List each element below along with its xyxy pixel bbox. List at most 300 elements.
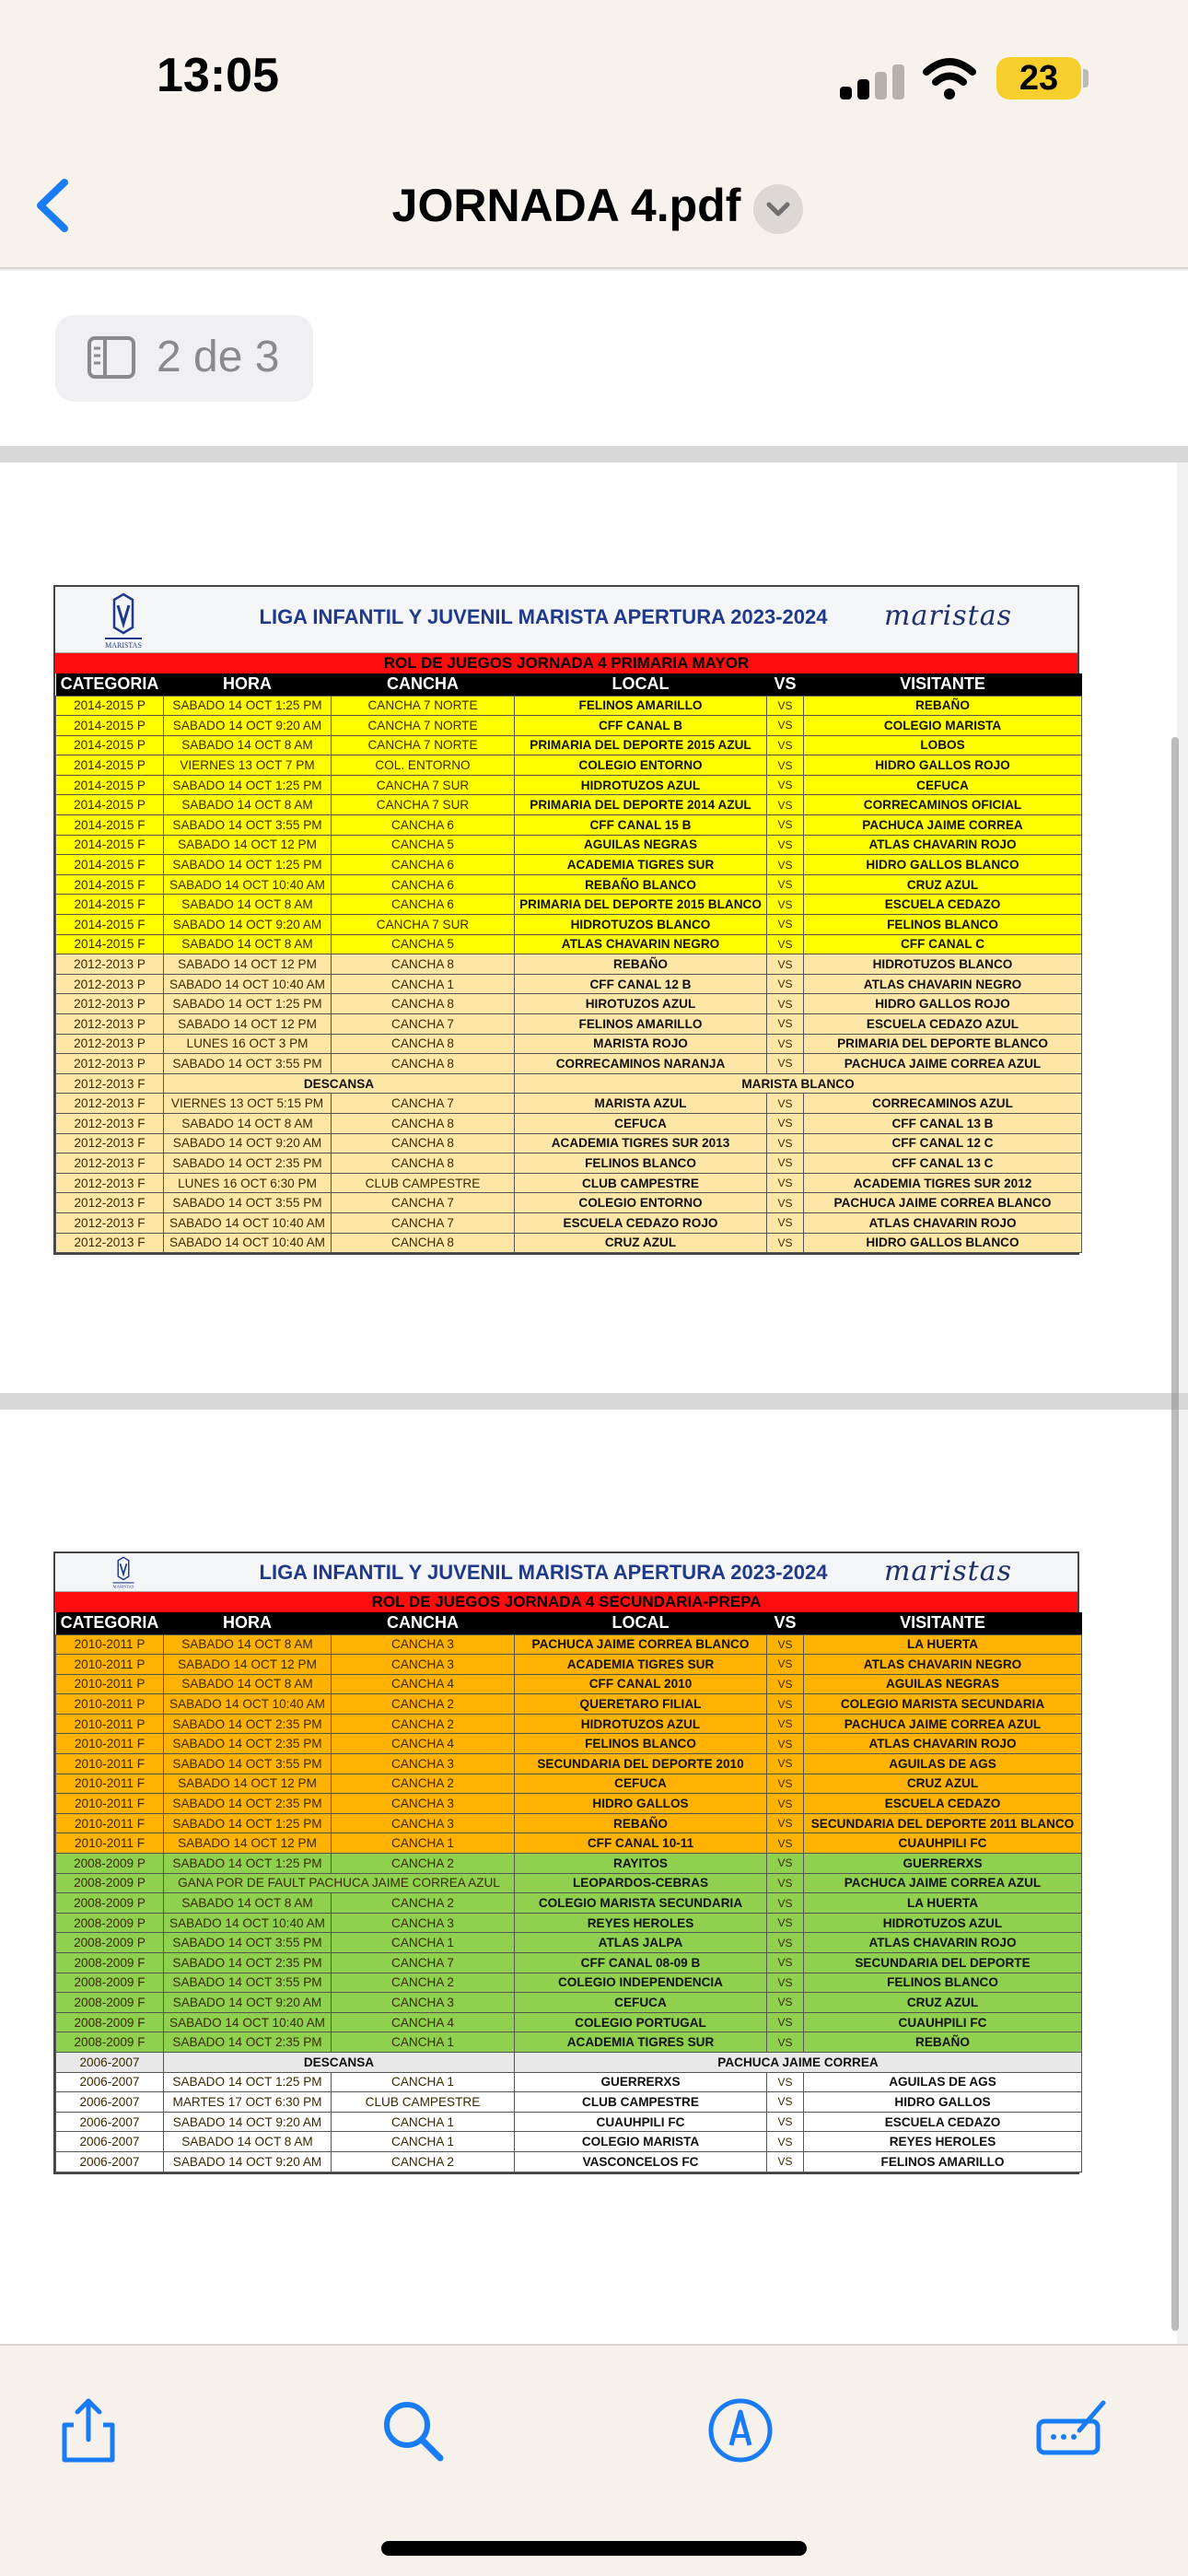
cell-cancha: CANCHA 2 <box>332 1973 515 1993</box>
cell-vs: VS <box>767 855 804 875</box>
cell-cancha: CANCHA 2 <box>332 1854 515 1874</box>
cell-local: COLEGIO PORTUGAL <box>515 2012 767 2032</box>
table-row <box>56 1094 1082 1114</box>
header-categoria: CATEGORIA <box>56 673 164 696</box>
cell-categoria: 2008-2009 P <box>56 1933 164 1953</box>
cell-vs: VS <box>767 2151 804 2172</box>
cell-visitante: CUAUHPILI FC <box>804 2012 1082 2032</box>
cell-categoria: 2014-2015 F <box>56 934 164 954</box>
page-indicator[interactable] <box>55 315 313 402</box>
cell-hora: SABADO 14 OCT 10:40 AM <box>164 1212 332 1233</box>
cell-categoria: 2010-2011 F <box>56 1734 164 1754</box>
table-row <box>56 2151 1082 2172</box>
cell-vs: VS <box>767 1774 804 1794</box>
cell-cancha: CANCHA 1 <box>332 1933 515 1953</box>
cell-visitante: ESCUELA CEDAZO <box>804 1794 1082 1814</box>
cell-hora: SABADO 14 OCT 3:55 PM <box>164 815 332 836</box>
header-hora: HORA <box>164 1612 332 1634</box>
cell-hora: SABADO 14 OCT 12 PM <box>164 954 332 975</box>
table-row <box>56 1193 1082 1213</box>
cell-cancha: CANCHA 6 <box>332 895 515 915</box>
header-categoria: CATEGORIA <box>56 1612 164 1634</box>
table-row <box>56 1873 1082 1893</box>
cell-cancha: CANCHA 7 <box>332 1212 515 1233</box>
cell-visitante: SECUNDARIA DEL DEPORTE 2011 BLANCO <box>804 1813 1082 1833</box>
table-row <box>56 716 1082 736</box>
cell-vs: VS <box>767 716 804 736</box>
cell-hora: SABADO 14 OCT 8 AM <box>164 1113 332 1133</box>
cell-cancha: CANCHA 2 <box>332 1694 515 1715</box>
cell-hora: SABADO 14 OCT 10:40 AM <box>164 974 332 994</box>
form-fill-icon[interactable] <box>1035 2394 1109 2467</box>
cell-categoria: 2006-2007 <box>56 2151 164 2172</box>
table-row <box>56 1794 1082 1814</box>
table-row <box>56 1774 1082 1794</box>
cell-equipo-descansa: PACHUCA JAIME CORREA <box>515 2052 1082 2072</box>
cell-cancha: CANCHA 6 <box>332 855 515 875</box>
cell-hora: SABADO 14 OCT 1:25 PM <box>164 1813 332 1833</box>
cell-visitante: SECUNDARIA DEL DEPORTE <box>804 1953 1082 1973</box>
cell-cancha: CANCHA 3 <box>332 1913 515 1933</box>
table-row <box>56 755 1082 776</box>
cell-categoria: 2012-2013 F <box>56 1073 164 1094</box>
cell-categoria: 2010-2011 F <box>56 1794 164 1814</box>
cell-hora: SABADO 14 OCT 10:40 AM <box>164 1694 332 1715</box>
cell-cancha: CANCHA 8 <box>332 1034 515 1054</box>
cell-cancha: CANCHA 6 <box>332 874 515 895</box>
cell-cancha: CANCHA 2 <box>332 1774 515 1794</box>
cell-categoria: 2010-2011 P <box>56 1674 164 1694</box>
cell-categoria: 2012-2013 P <box>56 1054 164 1074</box>
cell-categoria: 2008-2009 P <box>56 1893 164 1914</box>
table-row <box>56 1014 1082 1035</box>
cell-visitante: ATLAS CHAVARIN ROJO <box>804 1933 1082 1953</box>
table-row <box>56 1833 1082 1854</box>
cell-vs: VS <box>767 1854 804 1874</box>
share-icon[interactable] <box>52 2394 125 2467</box>
markup-icon[interactable] <box>704 2394 777 2467</box>
cell-vs: VS <box>767 696 804 716</box>
cell-local: CEFUCA <box>515 1993 767 2013</box>
cell-categoria: 2014-2015 P <box>56 775 164 795</box>
cell-categoria: 2006-2007 <box>56 2052 164 2072</box>
cell-categoria: 2010-2011 P <box>56 1714 164 1734</box>
cell-vs: VS <box>767 1094 804 1114</box>
cell-visitante: CRUZ AZUL <box>804 1774 1082 1794</box>
cell-local: RAYITOS <box>515 1854 767 1874</box>
cell-vs: VS <box>767 2012 804 2032</box>
table-row <box>56 2012 1082 2032</box>
table-row <box>56 1113 1082 1133</box>
title-menu-button[interactable] <box>753 184 803 234</box>
cell-hora: MARTES 17 OCT 6:30 PM <box>164 2092 332 2113</box>
page-separator <box>0 446 1188 463</box>
cell-visitante: CORRECAMINOS AZUL <box>804 1094 1082 1114</box>
cell-local: ACADEMIA TIGRES SUR 2013 <box>515 1133 767 1153</box>
table-row <box>56 1212 1082 1233</box>
cell-vs: VS <box>767 1813 804 1833</box>
cell-vs: VS <box>767 1193 804 1213</box>
cell-visitante: ESCUELA CEDAZO <box>804 2112 1082 2132</box>
table-row <box>56 815 1082 836</box>
cell-local: ACADEMIA TIGRES SUR <box>515 2032 767 2053</box>
cell-vs: VS <box>767 1873 804 1893</box>
cell-equipo-descansa: MARISTA BLANCO <box>515 1073 1082 1094</box>
cell-vs: VS <box>767 815 804 836</box>
cell-categoria: 2014-2015 P <box>56 735 164 755</box>
header-vs: VS <box>767 673 804 696</box>
cell-local: PACHUCA JAIME CORREA BLANCO <box>515 1634 767 1655</box>
cell-visitante: HIDRO GALLOS BLANCO <box>804 1233 1082 1253</box>
cell-cancha: CANCHA 7 NORTE <box>332 696 515 716</box>
home-indicator[interactable] <box>381 2541 807 2556</box>
cell-visitante: HIDROTUZOS AZUL <box>804 1913 1082 1933</box>
table-row <box>56 954 1082 975</box>
cell-cancha: CANCHA 8 <box>332 1133 515 1153</box>
cell-local: CFF CANAL 10-11 <box>515 1833 767 1854</box>
cell-visitante: REYES HEROLES <box>804 2132 1082 2152</box>
cell-cancha: CANCHA 7 <box>332 1953 515 1973</box>
header-local: LOCAL <box>515 1612 767 1634</box>
cell-vs: VS <box>767 1212 804 1233</box>
table-row <box>56 1734 1082 1754</box>
cell-cancha: CANCHA 8 <box>332 1153 515 1174</box>
cell-local: CFF CANAL 08-09 B <box>515 1953 767 1973</box>
cell-visitante: AGUILAS NEGRAS <box>804 1674 1082 1694</box>
chevron-down-icon <box>753 184 803 234</box>
cell-local: COLEGIO INDEPENDENCIA <box>515 1973 767 1993</box>
cell-local: COLEGIO ENTORNO <box>515 1193 767 1213</box>
table-row <box>56 2112 1082 2132</box>
schedule-sheet-primaria <box>53 585 1079 1255</box>
cell-cancha: CANCHA 7 <box>332 1094 515 1114</box>
maristas-crest-logo <box>96 591 151 651</box>
cell-hora: SABADO 14 OCT 2:35 PM <box>164 1153 332 1174</box>
cell-cancha: CANCHA 5 <box>332 835 515 855</box>
table-row <box>56 1034 1082 1054</box>
cell-local: CLUB CAMPESTRE <box>515 2092 767 2113</box>
cell-vs: VS <box>767 1634 804 1655</box>
navigation-header <box>0 0 1188 269</box>
table-row <box>56 2132 1082 2152</box>
cell-local: CFF CANAL B <box>515 716 767 736</box>
cell-vs: VS <box>767 735 804 755</box>
cell-local: HIDRO GALLOS <box>515 1794 767 1814</box>
cell-categoria: 2008-2009 F <box>56 2032 164 2053</box>
cell-local: FELINOS BLANCO <box>515 1734 767 1754</box>
cell-descansa: DESCANSA <box>164 1073 515 1094</box>
scroll-indicator[interactable] <box>1171 737 1179 2331</box>
table-row <box>56 874 1082 895</box>
cell-hora: SABADO 14 OCT 1:25 PM <box>164 1854 332 1874</box>
cell-cancha: CANCHA 8 <box>332 994 515 1014</box>
cell-vs: VS <box>767 2072 804 2092</box>
cell-visitante: HIDRO GALLOS <box>804 2092 1082 2113</box>
cell-categoria: 2012-2013 P <box>56 974 164 994</box>
cell-visitante: CFF CANAL 12 C <box>804 1133 1082 1153</box>
cell-vs: VS <box>767 1833 804 1854</box>
cell-cancha: CANCHA 8 <box>332 1113 515 1133</box>
cell-vs: VS <box>767 2132 804 2152</box>
cell-local: FELINOS AMARILLO <box>515 1014 767 1035</box>
cell-cancha: CANCHA 7 NORTE <box>332 716 515 736</box>
cell-local: CUAUHPILI FC <box>515 2112 767 2132</box>
cell-hora: SABADO 14 OCT 3:55 PM <box>164 1933 332 1953</box>
battery-level: 23 <box>996 57 1081 100</box>
table-row <box>56 775 1082 795</box>
cell-cancha: CANCHA 3 <box>332 1754 515 1774</box>
cell-vs: VS <box>767 1153 804 1174</box>
cell-local: GUERRERXS <box>515 2072 767 2092</box>
cell-cancha: CANCHA 3 <box>332 1655 515 1675</box>
cell-local: HIDROTUZOS AZUL <box>515 1714 767 1734</box>
cell-local: ATLAS CHAVARIN NEGRO <box>515 934 767 954</box>
cell-hora: SABADO 14 OCT 8 AM <box>164 1893 332 1914</box>
cell-visitante: ATLAS CHAVARIN ROJO <box>804 1734 1082 1754</box>
cell-vs: VS <box>767 1893 804 1914</box>
cell-categoria: 2008-2009 F <box>56 1973 164 1993</box>
cell-cancha: CANCHA 7 SUR <box>332 915 515 935</box>
cell-local: CEFUCA <box>515 1113 767 1133</box>
cell-visitante: ATLAS CHAVARIN NEGRO <box>804 974 1082 994</box>
table-row <box>56 1953 1082 1973</box>
cell-cancha: CANCHA 1 <box>332 2072 515 2092</box>
cell-visitante: PACHUCA JAIME CORREA AZUL <box>804 1873 1082 1893</box>
cell-categoria: 2010-2011 F <box>56 1754 164 1774</box>
cell-cancha: CANCHA 1 <box>332 974 515 994</box>
cell-vs: VS <box>767 1794 804 1814</box>
cell-hora: LUNES 16 OCT 6:30 PM <box>164 1173 332 1193</box>
table-row <box>56 1714 1082 1734</box>
cell-cancha: CANCHA 8 <box>332 954 515 975</box>
cell-local: ATLAS JALPA <box>515 1933 767 1953</box>
cell-visitante: HIDRO GALLOS ROJO <box>804 994 1082 1014</box>
cell-cancha: CANCHA 4 <box>332 2012 515 2032</box>
cell-visitante: CRUZ AZUL <box>804 1993 1082 2013</box>
cell-categoria: 2014-2015 F <box>56 815 164 836</box>
cell-hora: SABADO 14 OCT 12 PM <box>164 835 332 855</box>
cell-categoria: 2008-2009 F <box>56 2012 164 2032</box>
cell-categoria: 2012-2013 F <box>56 1212 164 1233</box>
cell-categoria: 2006-2007 <box>56 2112 164 2132</box>
page-separator <box>0 1393 1188 1410</box>
cell-visitante: COLEGIO MARISTA <box>804 716 1082 736</box>
header-visitante: VISITANTE <box>804 1612 1082 1634</box>
cell-visitante: PACHUCA JAIME CORREA AZUL <box>804 1714 1082 1734</box>
cell-cancha: CANCHA 2 <box>332 1893 515 1914</box>
cell-local: MARISTA AZUL <box>515 1094 767 1114</box>
cell-vs: VS <box>767 1133 804 1153</box>
cell-visitante: CEFUCA <box>804 775 1082 795</box>
cell-hora: SABADO 14 OCT 2:35 PM <box>164 1734 332 1754</box>
cell-hora: SABADO 14 OCT 1:25 PM <box>164 994 332 1014</box>
header-cancha: CANCHA <box>332 673 515 696</box>
cell-hora: SABADO 14 OCT 10:40 AM <box>164 1913 332 1933</box>
cell-visitante: CFF CANAL 13 C <box>804 1153 1082 1174</box>
cell-vs: VS <box>767 1655 804 1675</box>
cell-local: MARISTA ROJO <box>515 1034 767 1054</box>
sheet-header <box>55 1553 1077 1592</box>
cell-cancha: CANCHA 8 <box>332 1054 515 1074</box>
cell-cancha: CANCHA 7 NORTE <box>332 735 515 755</box>
cell-cancha: CANCHA 6 <box>332 815 515 836</box>
schedule-table <box>55 1612 1082 2172</box>
cell-vs: VS <box>767 994 804 1014</box>
cell-visitante: CUAUHPILI FC <box>804 1833 1082 1854</box>
cell-visitante: FELINOS BLANCO <box>804 1973 1082 1993</box>
table-row <box>56 2032 1082 2053</box>
cell-hora: SABADO 14 OCT 8 AM <box>164 2132 332 2152</box>
table-row <box>56 2072 1082 2092</box>
cell-local: CFF CANAL 2010 <box>515 1674 767 1694</box>
table-row <box>56 1674 1082 1694</box>
cell-hora: SABADO 14 OCT 12 PM <box>164 1655 332 1675</box>
cell-hora: SABADO 14 OCT 1:25 PM <box>164 855 332 875</box>
cell-visitante: FELINOS BLANCO <box>804 915 1082 935</box>
schedule-table <box>55 673 1082 1253</box>
cell-categoria: 2008-2009 F <box>56 1953 164 1973</box>
table-row <box>56 795 1082 815</box>
header-vs: VS <box>767 1612 804 1634</box>
cell-hora: LUNES 16 OCT 3 PM <box>164 1034 332 1054</box>
cell-hora: VIERNES 13 OCT 5:15 PM <box>164 1094 332 1114</box>
cell-categoria: 2008-2009 P <box>56 1913 164 1933</box>
table-row <box>56 1813 1082 1833</box>
cell-visitante: CFF CANAL 13 B <box>804 1113 1082 1133</box>
cell-cancha: CANCHA 3 <box>332 1634 515 1655</box>
cell-cancha: CANCHA 8 <box>332 1233 515 1253</box>
cell-visitante: ATLAS CHAVARIN ROJO <box>804 1212 1082 1233</box>
table-row <box>56 835 1082 855</box>
cell-local: REBAÑO <box>515 954 767 975</box>
cell-vs: VS <box>767 934 804 954</box>
cell-visitante: FELINOS AMARILLO <box>804 2151 1082 2172</box>
cell-visitante: CRUZ AZUL <box>804 874 1082 895</box>
sheet-subtitle: ROL DE JUEGOS JORNADA 4 SECUNDARIA-PREPA <box>55 1592 1077 1612</box>
cell-categoria: 2006-2007 <box>56 2072 164 2092</box>
table-row <box>56 2052 1082 2072</box>
cell-visitante: PACHUCA JAIME CORREA BLANCO <box>804 1193 1082 1213</box>
cell-categoria: 2014-2015 F <box>56 835 164 855</box>
cell-vs: VS <box>767 954 804 975</box>
cell-cancha: CLUB CAMPESTRE <box>332 1173 515 1193</box>
cell-local: PRIMARIA DEL DEPORTE 2015 AZUL <box>515 735 767 755</box>
cell-visitante: PACHUCA JAIME CORREA <box>804 815 1082 836</box>
table-row <box>56 1854 1082 1874</box>
cell-categoria: 2010-2011 P <box>56 1694 164 1715</box>
cellular-signal-icon <box>840 63 904 100</box>
header-visitante: VISITANTE <box>804 673 1082 696</box>
cell-hora: SABADO 14 OCT 3:55 PM <box>164 1054 332 1074</box>
cell-local: CEFUCA <box>515 1774 767 1794</box>
cell-visitante: PACHUCA JAIME CORREA AZUL <box>804 1054 1082 1074</box>
cell-categoria: 2014-2015 P <box>56 696 164 716</box>
cell-cancha: CANCHA 1 <box>332 2132 515 2152</box>
document-title[interactable]: JORNADA 4.pdf <box>391 180 741 231</box>
cell-categoria: 2006-2007 <box>56 2092 164 2113</box>
cell-cancha: CLUB CAMPESTRE <box>332 2092 515 2113</box>
cell-categoria: 2014-2015 P <box>56 716 164 736</box>
cell-visitante: HIDROTUZOS BLANCO <box>804 954 1082 975</box>
cell-cancha: CANCHA 1 <box>332 2112 515 2132</box>
cell-local: CFF CANAL 15 B <box>515 815 767 836</box>
search-icon[interactable] <box>376 2394 449 2467</box>
cell-cancha: CANCHA 4 <box>332 1734 515 1754</box>
cell-hora: SABADO 14 OCT 9:20 AM <box>164 1993 332 2013</box>
cell-vs: VS <box>767 2092 804 2113</box>
cell-hora: SABADO 14 OCT 12 PM <box>164 1774 332 1794</box>
cell-visitante: REBAÑO <box>804 2032 1082 2053</box>
cell-visitante: PRIMARIA DEL DEPORTE BLANCO <box>804 1034 1082 1054</box>
cell-local: CFF CANAL 12 B <box>515 974 767 994</box>
maristas-script-logo: maristas <box>884 600 1013 632</box>
schedule-sheet-secundaria <box>53 1551 1079 2174</box>
cell-categoria: 2006-2007 <box>56 2132 164 2152</box>
cell-categoria: 2010-2011 P <box>56 1634 164 1655</box>
cell-visitante: ACADEMIA TIGRES SUR 2012 <box>804 1173 1082 1193</box>
cell-visitante: COLEGIO MARISTA SECUNDARIA <box>804 1694 1082 1715</box>
battery-cap <box>1083 69 1089 88</box>
page-indicator-label: 2 de 3 <box>157 333 280 381</box>
cell-local: QUERETARO FILIAL <box>515 1694 767 1715</box>
cell-vs: VS <box>767 2032 804 2053</box>
cell-visitante: LA HUERTA <box>804 1634 1082 1655</box>
cell-categoria: 2008-2009 F <box>56 1993 164 2013</box>
table-row <box>56 1073 1082 1094</box>
cell-categoria: 2010-2011 F <box>56 1833 164 1854</box>
cell-vs: VS <box>767 1674 804 1694</box>
cell-cancha: CANCHA 7 <box>332 1193 515 1213</box>
cell-categoria: 2008-2009 P <box>56 1873 164 1893</box>
cell-hora: SABADO 14 OCT 8 AM <box>164 895 332 915</box>
cell-vs: VS <box>767 1113 804 1133</box>
sheet-subtitle: ROL DE JUEGOS JORNADA 4 PRIMARIA MAYOR <box>55 653 1077 673</box>
header-hora: HORA <box>164 673 332 696</box>
cell-categoria: 2012-2013 P <box>56 994 164 1014</box>
sheet-header <box>55 587 1077 653</box>
cell-hora: SABADO 14 OCT 12 PM <box>164 1833 332 1854</box>
cell-visitante: AGUILAS DE AGS <box>804 1754 1082 1774</box>
table-row <box>56 1634 1082 1655</box>
table-row <box>56 1054 1082 1074</box>
cell-descansa: DESCANSA <box>164 2052 515 2072</box>
cell-categoria: 2012-2013 F <box>56 1113 164 1133</box>
cell-categoria: 2010-2011 P <box>56 1655 164 1675</box>
cell-cancha: CANCHA 2 <box>332 2151 515 2172</box>
cell-categoria: 2012-2013 F <box>56 1133 164 1153</box>
cell-local: HIDROTUZOS BLANCO <box>515 915 767 935</box>
cell-categoria: 2012-2013 P <box>56 954 164 975</box>
cell-local: COLEGIO MARISTA SECUNDARIA <box>515 1893 767 1914</box>
cell-hora: SABADO 14 OCT 8 AM <box>164 735 332 755</box>
sheet-title: LIGA INFANTIL Y JUVENIL MARISTA APERTURA 2023-2024 <box>259 605 828 628</box>
cell-visitante: GUERRERXS <box>804 1854 1082 1874</box>
cell-vs: VS <box>767 795 804 815</box>
cell-hora: SABADO 14 OCT 2:35 PM <box>164 1953 332 1973</box>
header-cancha: CANCHA <box>332 1612 515 1634</box>
cell-hora: SABADO 14 OCT 12 PM <box>164 1014 332 1035</box>
cell-visitante: HIDRO GALLOS BLANCO <box>804 855 1082 875</box>
cell-cancha: CANCHA 7 SUR <box>332 775 515 795</box>
cell-vs: VS <box>767 1694 804 1715</box>
table-row <box>56 1933 1082 1953</box>
cell-hora: SABADO 14 OCT 9:20 AM <box>164 1133 332 1153</box>
cell-vs: VS <box>767 1953 804 1973</box>
cell-cancha: CANCHA 5 <box>332 934 515 954</box>
cell-categoria: 2014-2015 F <box>56 895 164 915</box>
cell-categoria: 2012-2013 F <box>56 1094 164 1114</box>
cell-vs: VS <box>767 835 804 855</box>
